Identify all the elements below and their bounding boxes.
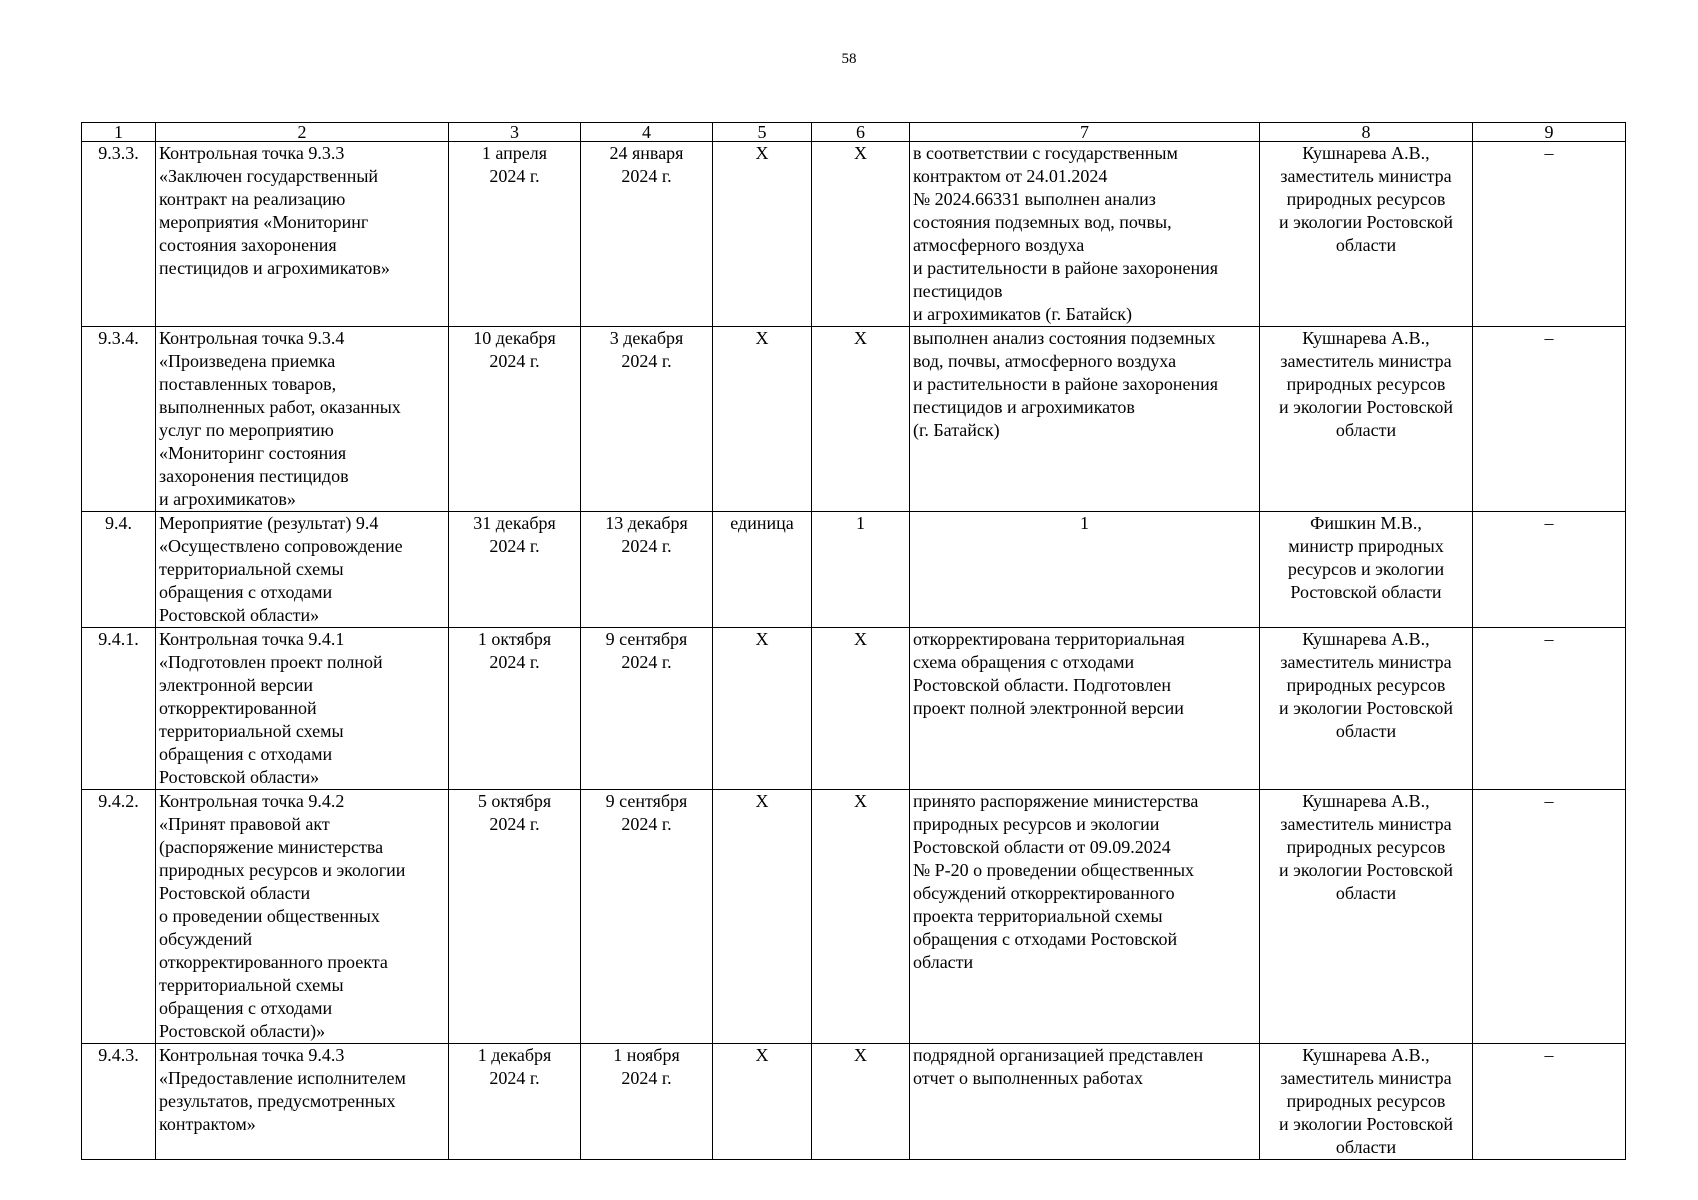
value: Х (812, 790, 910, 1044)
item-name: Контрольная точка 9.3.4 «Произведена приемка поставленных товаров, выполненных работ, оказанных услуг по мероприятию «Мониторинг состояния захоронения пестицидов и агрохимикатов» (156, 327, 449, 512)
column-header: 8 (1260, 123, 1473, 142)
planned-date: 10 декабря 2024 г. (449, 327, 581, 512)
value: 1 (812, 512, 910, 628)
unit: Х (713, 142, 812, 327)
table-row (82, 628, 1626, 790)
result: 1 (910, 512, 1260, 628)
row-number: 9.4.2. (82, 790, 156, 1044)
column-header: 4 (581, 123, 713, 142)
column-header: 3 (449, 123, 581, 142)
actual-date: 13 декабря 2024 г. (581, 512, 713, 628)
row-number: 9.3.3. (82, 142, 156, 327)
item-name: Контрольная точка 9.4.2 «Принят правовой акт (распоряжение министерства природных ресурсов и экологии Ростовской области о проведении общественных обсуждений откорректированного проекта территориальной схемы обращения с отходами Ростовской области)» (156, 790, 449, 1044)
row-number: 9.4. (82, 512, 156, 628)
value: Х (812, 142, 910, 327)
note: – (1473, 1044, 1626, 1160)
value: Х (812, 327, 910, 512)
result: подрядной организацией представлен отчет о выполненных работах (910, 1044, 1260, 1160)
note: – (1473, 628, 1626, 790)
planned-date: 1 декабря 2024 г. (449, 1044, 581, 1160)
responsible: Кушнарева А.В., заместитель министра природных ресурсов и экологии Ростовской области (1260, 1044, 1473, 1160)
column-header: 1 (82, 123, 156, 142)
column-header: 6 (812, 123, 910, 142)
value: Х (812, 1044, 910, 1160)
page-number: 58 (841, 51, 857, 67)
note: – (1473, 327, 1626, 512)
note: – (1473, 790, 1626, 1044)
item-name: Мероприятие (результат) 9.4 «Осуществлено сопровождение территориальной схемы обращения с отходами Ростовской области» (156, 512, 449, 628)
table-row (82, 327, 1626, 512)
unit: Х (713, 327, 812, 512)
responsible: Кушнарева А.В., заместитель министра природных ресурсов и экологии Ростовской области (1260, 142, 1473, 327)
responsible: Кушнарева А.В., заместитель министра природных ресурсов и экологии Ростовской области (1260, 790, 1473, 1044)
planned-date: 1 октября 2024 г. (449, 628, 581, 790)
unit: Х (713, 628, 812, 790)
table-row (82, 142, 1626, 327)
item-name: Контрольная точка 9.3.3 «Заключен государственный контракт на реализацию мероприятия «Мониторинг состояния захоронения пестицидов и агрохимикатов» (156, 142, 449, 327)
row-number: 9.3.4. (82, 327, 156, 512)
actual-date: 24 января 2024 г. (581, 142, 713, 327)
responsible: Кушнарева А.В., заместитель министра природных ресурсов и экологии Ростовской области (1260, 327, 1473, 512)
result: в соответствии с государственным контрактом от 24.01.2024 № 2024.66331 выполнен анализ состояния подземных вод, почвы, атмосферного воздуха и растительности в районе захоронения пестицидов и агрохимикатов (г. Батайск) (910, 142, 1260, 327)
item-name: Контрольная точка 9.4.3 «Предоставление исполнителем результатов, предусмотренных контрактом» (156, 1044, 449, 1160)
actual-date: 9 сентября 2024 г. (581, 790, 713, 1044)
unit: единица (713, 512, 812, 628)
column-header: 5 (713, 123, 812, 142)
responsible: Кушнарева А.В., заместитель министра природных ресурсов и экологии Ростовской области (1260, 628, 1473, 790)
table-row (82, 1044, 1626, 1160)
table-row (82, 512, 1626, 628)
planned-date: 31 декабря 2024 г. (449, 512, 581, 628)
actual-date: 9 сентября 2024 г. (581, 628, 713, 790)
result: выполнен анализ состояния подземных вод, почвы, атмосферного воздуха и растительности в районе захоронения пестицидов и агрохимикатов (г. Батайск) (910, 327, 1260, 512)
report-table (81, 122, 1626, 1160)
unit: Х (713, 790, 812, 1044)
table-row (82, 790, 1626, 1044)
note: – (1473, 512, 1626, 628)
row-number: 9.4.1. (82, 628, 156, 790)
result: принято распоряжение министерства природных ресурсов и экологии Ростовской области от 09.09.2024 № Р-20 о проведении общественных обсуждений откорректированного проекта территориальной схемы обращения с отходами Ростовской области (910, 790, 1260, 1044)
result: откорректирована территориальная схема обращения с отходами Ростовской области. Подготовлен проект полной электронной версии (910, 628, 1260, 790)
planned-date: 1 апреля 2024 г. (449, 142, 581, 327)
column-header: 2 (156, 123, 449, 142)
actual-date: 1 ноября 2024 г. (581, 1044, 713, 1160)
column-number-row (82, 123, 1626, 142)
column-header: 7 (910, 123, 1260, 142)
value: Х (812, 628, 910, 790)
responsible: Фишкин М.В., министр природных ресурсов и экологии Ростовской области (1260, 512, 1473, 628)
planned-date: 5 октября 2024 г. (449, 790, 581, 1044)
item-name: Контрольная точка 9.4.1 «Подготовлен проект полной электронной версии откорректированной территориальной схемы обращения с отходами Ростовской области» (156, 628, 449, 790)
actual-date: 3 декабря 2024 г. (581, 327, 713, 512)
column-header: 9 (1473, 123, 1626, 142)
note: – (1473, 142, 1626, 327)
unit: Х (713, 1044, 812, 1160)
row-number: 9.4.3. (82, 1044, 156, 1160)
